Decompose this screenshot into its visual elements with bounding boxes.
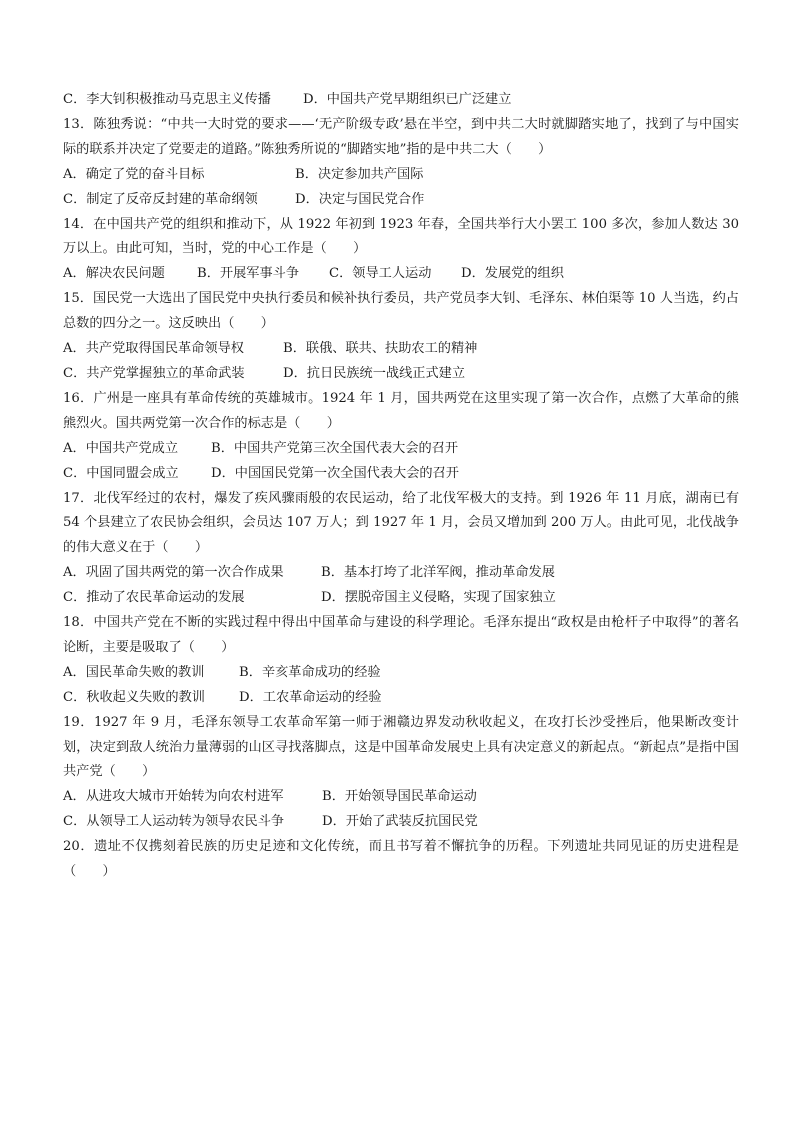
question-block [63, 387, 739, 487]
question-stem [63, 835, 739, 885]
question-number-dot: ． [79, 615, 94, 631]
answer-option[interactable]: B．联俄、联共、扶助农工的精神 [283, 341, 478, 357]
answer-option[interactable]: C．制定了反帝反封建的革命纲领 [63, 191, 258, 207]
question-stem [63, 611, 739, 661]
answer-option[interactable]: A．中国共产党成立 [63, 440, 179, 456]
question-list [63, 88, 739, 885]
question-number: 14 [63, 216, 80, 232]
answer-option[interactable]: C．从领导工人运动转为领导农民斗争 [63, 814, 285, 830]
answer-option[interactable]: C．李大钊积极推动马克思主义传播 [63, 92, 271, 107]
answer-option[interactable]: B．辛亥革命成功的经验 [239, 664, 381, 680]
answer-option[interactable]: C．领导工人运动 [329, 266, 432, 282]
question-text: 中国共产党在不断的实践过程中得出中国革命与建设的科学理论。毛泽东提出“政权是由枪杆子中取得”的著名论断，主要是吸取了（ ） [63, 615, 740, 655]
answer-option[interactable]: B．开展军事斗争 [197, 266, 300, 282]
answer-option[interactable]: C．中国同盟会成立 [63, 465, 179, 481]
answer-option[interactable]: A．确定了党的奋斗目标 [63, 166, 205, 182]
option-row [63, 586, 739, 611]
option-row [63, 337, 739, 362]
question-block [63, 711, 739, 836]
question-number: 17 [63, 490, 80, 506]
question-stem [63, 113, 739, 163]
question-number-dot: ． [79, 291, 94, 307]
question-number: 20 [63, 839, 80, 855]
answer-option[interactable]: D．抗日民族统一战线正式建立 [283, 365, 466, 381]
option-row [63, 561, 739, 586]
question-stem [63, 213, 739, 263]
question-text: 国民党一大选出了国民党中央执行委员和候补执行委员，共产党员李大钊、毛泽东、林伯渠等 10 人当选，约占总数的四分之一。这反映出（ ） [63, 291, 739, 332]
option-row [63, 188, 739, 213]
question-stem [63, 387, 739, 437]
answer-option[interactable]: D．中国共产党早期组织已广泛建立 [303, 92, 512, 107]
answer-option[interactable]: A．巩固了国共两党的第一次合作成果 [63, 565, 284, 581]
answer-option[interactable]: A．共产党取得国民革命领导权 [63, 341, 244, 357]
answer-option[interactable]: D．摆脱帝国主义侵略，实现了国家独立 [321, 590, 556, 606]
question-number-dot: ． [79, 714, 95, 730]
question-text: 在中国共产党的组织和推动下，从 1922 年初到 1923 年春，全国共举行大小罢工 100 多次，参加人数达 30 万以上。由此可知，当时，党的中心工作是（ ） [63, 216, 739, 257]
question-number-dot: ． [79, 390, 94, 406]
question-stem [63, 287, 739, 337]
question-number: 18 [63, 615, 80, 631]
question-block [63, 487, 739, 612]
question-block [63, 88, 739, 113]
option-row [63, 88, 739, 113]
answer-option[interactable]: D．工农革命运动的经验 [239, 689, 382, 705]
question-number: 15 [63, 291, 80, 307]
answer-option[interactable]: B．中国共产党第三次全国代表大会的召开 [211, 440, 459, 456]
answer-option[interactable]: D．开始了武装反抗国民党 [322, 814, 478, 830]
answer-option[interactable]: A．解决农民问题 [63, 266, 165, 282]
answer-option[interactable]: D．中国国民党第一次全国代表大会的召开 [211, 465, 459, 481]
option-row [63, 462, 739, 487]
question-block [63, 213, 739, 288]
answer-option[interactable]: A．从进攻大城市开始转为向农村进军 [63, 789, 284, 805]
question-number: 16 [63, 390, 80, 406]
question-block [63, 611, 739, 711]
question-block [63, 835, 739, 885]
option-row [63, 686, 739, 711]
question-number-dot: ． [79, 839, 95, 855]
answer-option[interactable]: C．共产党掌握独立的革命武装 [63, 365, 245, 381]
question-text: 陈独秀说：“中共一大时党的要求——‘无产阶级专政’悬在半空，到中共二大时就脚踏实地了，找到了与中国实际的联系并决定了党要走的道路。”陈独秀所说的“脚踏实地”指的是中共二大（ ） [63, 116, 739, 157]
question-number: 19 [63, 714, 80, 730]
option-row [63, 810, 739, 835]
answer-option[interactable]: B．开始领导国民革命运动 [322, 789, 477, 805]
answer-option[interactable]: B．决定参加共产国际 [295, 166, 424, 182]
question-text: 北伐军经过的农村，爆发了疾风骤雨般的农民运动，给了北伐军极大的支持。到 1926 年 11 月底，湖南已有 54 个县建立了农民协会组织，会员达 107 万人；到 1927 年 1 月，会员又增加到 200 万人。由此可见，北伐战争的伟大意义在于（ ） [63, 490, 740, 556]
answer-option[interactable]: A．国民革命失败的教训 [63, 664, 205, 680]
answer-option[interactable]: D．发展党的组织 [461, 266, 564, 282]
answer-option[interactable]: C．推动了农民革命运动的发展 [63, 590, 245, 606]
option-row [63, 437, 739, 462]
option-row [63, 262, 739, 287]
question-number-dot: ． [79, 216, 94, 232]
answer-option[interactable]: B．基本打垮了北洋军阀，推动革命发展 [321, 565, 555, 581]
question-number: 13 [63, 116, 80, 132]
question-number-dot: ． [79, 116, 94, 132]
question-text: 1927 年 9 月，毛泽东领导工农革命军第一师于湘赣边界发动秋收起义，在攻打长沙受挫后，他果断改变计划，决定到敌人统治力量薄弱的山区寻找落脚点，这是中国革命发展史上具有决定意义的新起点。“新起点”是指中国共产党（ ） [63, 714, 739, 780]
option-row [63, 785, 739, 810]
question-text: 广州是一座具有革命传统的英雄城市。1924 年 1 月，国共两党在这里实现了第一次合作，点燃了大革命的熊熊烈火。国共两党第一次合作的标志是（ ） [63, 390, 739, 431]
option-row [63, 661, 739, 686]
question-stem [63, 711, 739, 786]
question-block [63, 113, 739, 213]
answer-option[interactable]: C．秋收起义失败的教训 [63, 689, 205, 705]
question-stem [63, 487, 739, 562]
answer-option[interactable]: D．决定与国民党合作 [295, 191, 425, 207]
option-row [63, 362, 739, 387]
question-text: 遗址不仅携刻着民族的历史足迹和文化传统，而且书写着不懈抗争的历程。下列遗址共同见证的历史进程是（ ） [63, 839, 739, 880]
question-number-dot: ． [79, 490, 94, 506]
question-block [63, 287, 739, 387]
option-row [63, 163, 739, 188]
